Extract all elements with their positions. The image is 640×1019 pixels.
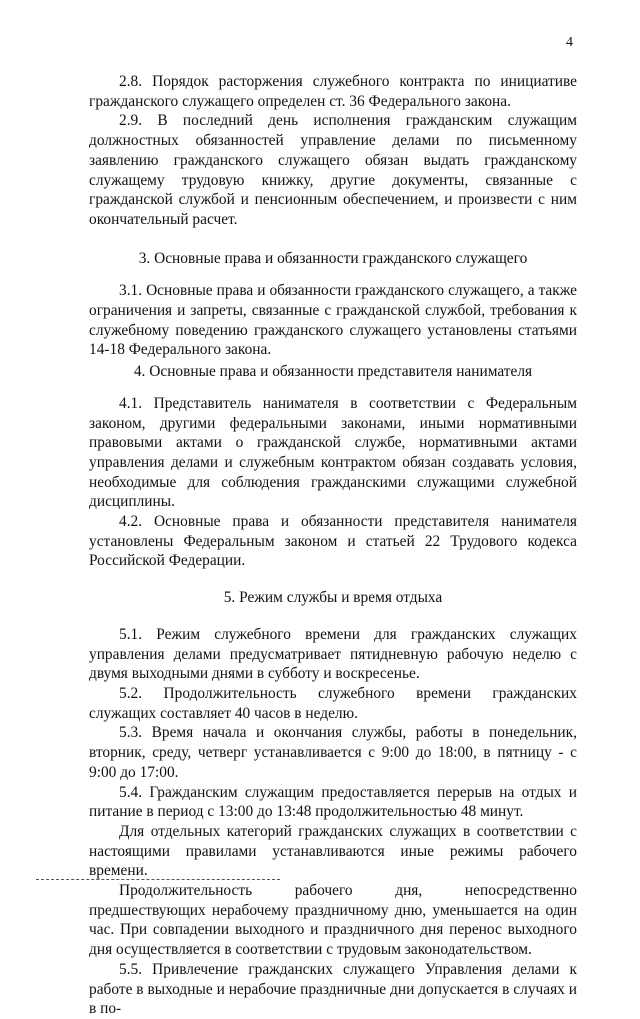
paragraph-5-3: 5.3. Время начала и окончания службы, работы в понедельник, вторник, среду, четверг устанавливается с 9:00 до 18:00, в пятницу - с 9:00 до 17:00. — [89, 724, 577, 781]
section-5-heading: 5. Режим службы и время отдыха — [223, 589, 443, 607]
paragraph-5-2: 5.2. Продолжительность служебного времени гражданских служащих составляет 40 часов в неделю. — [89, 684, 577, 722]
section-4-heading: 4. Основные права и обязанности представителя нанимателя — [133, 363, 533, 381]
paragraph-4-2: 4.2. Основные права и обязанности представителя нанимателя установлены Федеральным законом и статьей 22 Трудового кодекса Российской Федерации. — [89, 513, 577, 570]
paragraph-2-8: 2.8. Порядок расторжения служебного контракта по инициативе гражданского служащего определен ст. 36 Федерального закона. — [89, 73, 577, 110]
section-3-heading: 3. Основные права и обязанности гражданского служащего — [138, 249, 528, 267]
paragraph-5-4: 5.4. Гражданским служащим предоставляется перерыв на отдых и питание в период с 13:00 до 13:48 продолжительностью 48 минут. — [89, 783, 577, 821]
paragraph-5-5: 5.5. Привлечение гражданских служащего Управления делами к работе в выходные и нерабочие праздничные дни допускается в случаях и в по- — [89, 960, 577, 1018]
paragraph-4-1: 4.1. Представитель нанимателя в соответствии с Федеральным законом, другими федеральными законами, иными нормативными правовыми актами о гражданской службе, нормативными актами управления делами и служебным контрактом обязан создавать условия, необходимые для соблюдения гражданскими служащими служебной дисциплины. — [89, 394, 577, 511]
document-body — [89, 72, 577, 1019]
paragraph-3-1: 3.1. Основные права и обязанности гражданского служащего, а также ограничения и запреты, связанные с гражданской службой, требования к служебному поведению гражданского служащего установлены статьями 14-18 Федерального закона. — [89, 282, 577, 359]
paragraph-2-9: 2.9. В последний день исполнения гражданским служащим должностных обязанностей управление делами по письменному заявлению гражданского служащего обязан выдать гражданскому служащему трудовую книжку, другие документы, связанные с гражданской службой и пенсионным обеспечением, и произвести с ним окончательный расчет. — [89, 112, 577, 228]
paragraph-5-4-holiday: Продолжительность рабочего дня, непосредственно предшествующих нерабочему праздничному дню, уменьшается на один час. При совпадении выходного и праздничного дня перенос выходного дня осуществляется в соответствии с трудовым законодательством. — [89, 882, 577, 959]
page-number: 4 — [566, 35, 573, 50]
footer-divider — [36, 879, 280, 880]
paragraph-5-1: 5.1. Режим служебного времени для гражданских служащих управления делами предусматривает пятидневную рабочую неделю с двумя выходными днями в субботу и воскресенье. — [89, 625, 577, 683]
paragraph-5-4-note: Для отдельных категорий гражданских служащих в соответствии с настоящими правилами устанавливаются иные режимы рабочего времени. — [89, 822, 577, 880]
